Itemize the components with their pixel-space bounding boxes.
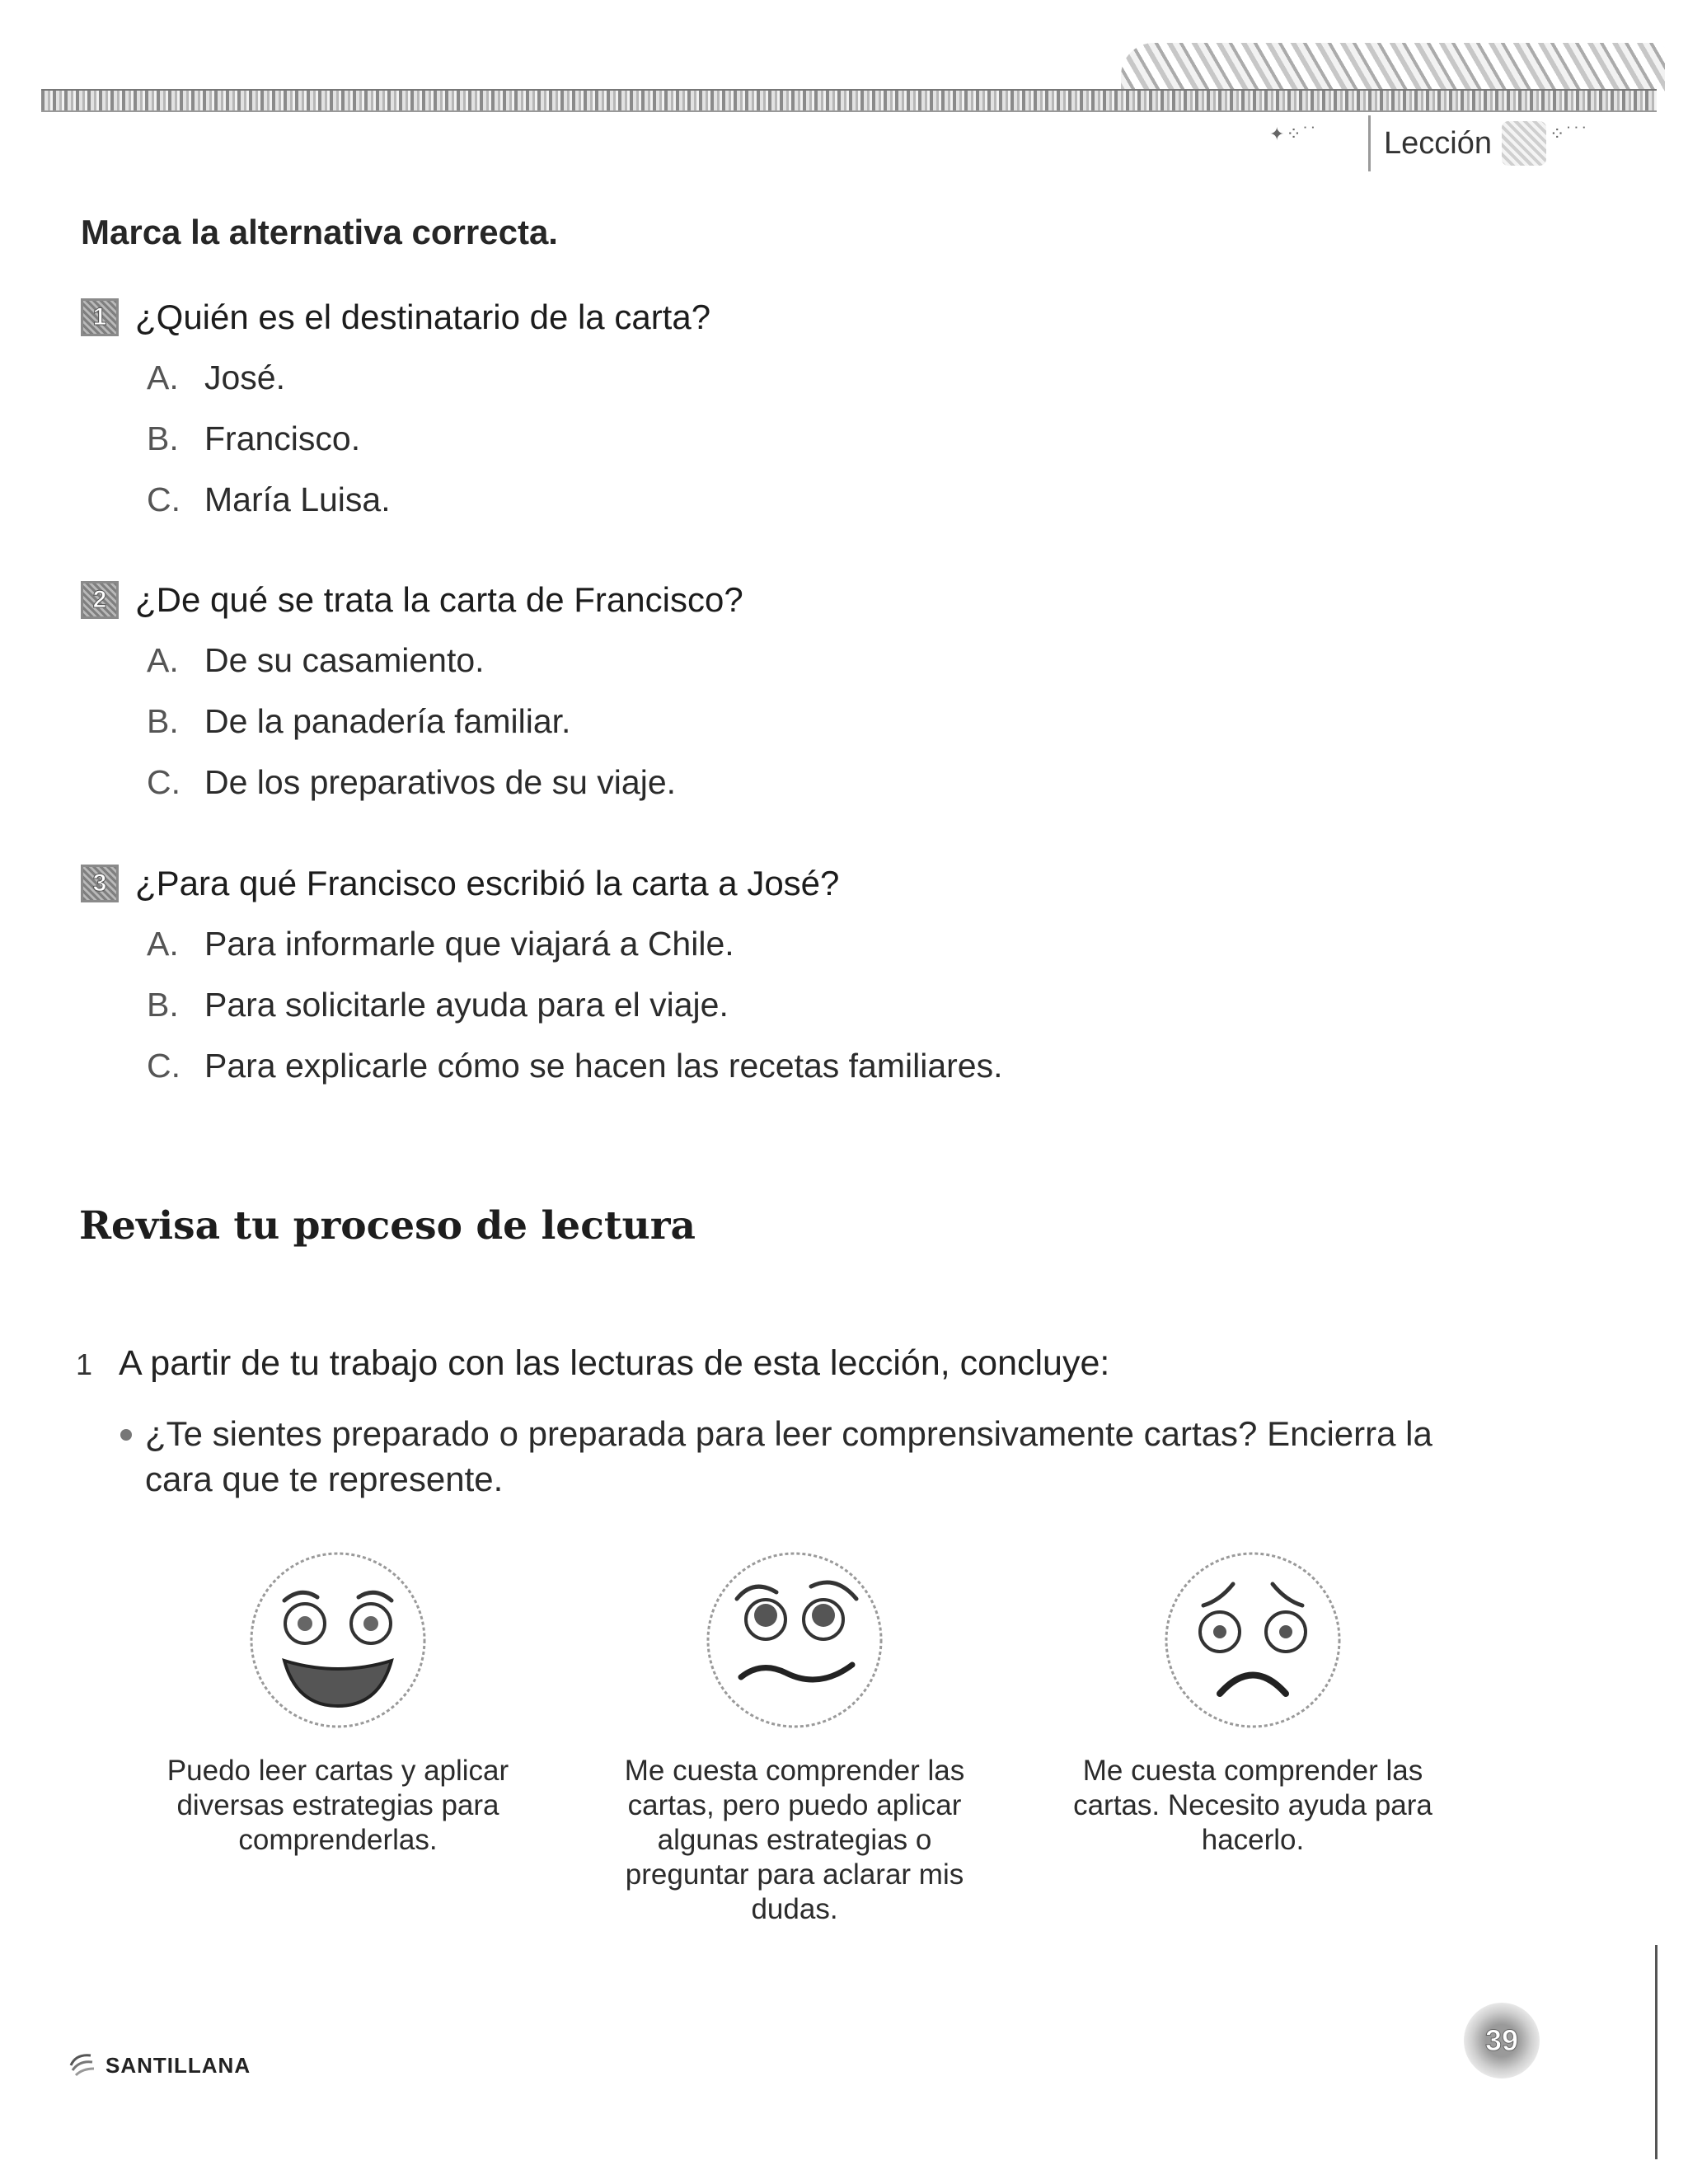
- page-number: 39: [1464, 2003, 1540, 2079]
- question-text: ¿De qué se trata la carta de Francisco?: [135, 580, 743, 619]
- item-text: A partir de tu trabajo con las lecturas de esta lección, concluye:: [119, 1343, 1110, 1383]
- option-text: Francisco.: [204, 419, 361, 457]
- lesson-number-badge: [1502, 121, 1546, 166]
- answer-option[interactable]: [147, 630, 743, 691]
- question-number-badge: 2: [81, 581, 119, 619]
- header-band: [41, 89, 1657, 112]
- option-text: Para informarle que viajará a Chile.: [204, 924, 734, 963]
- section-title: Revisa tu proceso de lectura: [79, 1203, 696, 1249]
- answer-option[interactable]: [147, 347, 710, 408]
- bullet-item: [120, 1411, 1505, 1502]
- answer-option[interactable]: [147, 752, 743, 813]
- question-2: [81, 575, 743, 813]
- lesson-tab: [1368, 115, 1556, 171]
- option-text: José.: [204, 358, 285, 396]
- question-3: [81, 859, 1003, 1096]
- face-caption: Puedo leer cartas y aplicar diversas estrategias para comprenderlas.: [166, 1755, 509, 1856]
- option-text: De la panadería familiar.: [204, 701, 571, 740]
- confused-face-icon: [696, 1541, 893, 1739]
- header-ornament: ⁘˙˙˙: [1550, 124, 1590, 144]
- option-letter: B.: [147, 985, 179, 1024]
- answer-option[interactable]: [147, 974, 1003, 1035]
- face-caption: Me cuesta comprender las cartas, pero puedo aplicar algunas estrategias o preguntar para aclarar mis dudas.: [624, 1755, 965, 1925]
- option-text: Para solicitarle ayuda para el viaje.: [204, 985, 729, 1024]
- option-letter: C.: [147, 1046, 181, 1085]
- instruction-heading: Marca la alternativa correcta.: [81, 213, 558, 251]
- option-letter: B.: [147, 701, 179, 740]
- bullet-icon: [120, 1429, 132, 1441]
- publisher-name: SANTILLANA: [106, 2052, 251, 2078]
- question-text: ¿Para qué Francisco escribió la carta a José?: [135, 864, 840, 902]
- face-option-happy[interactable]: [148, 1541, 528, 1858]
- publisher-swirl-icon: [68, 2050, 101, 2080]
- option-letter: C.: [147, 480, 181, 518]
- review-item: [76, 1343, 1109, 1384]
- answer-option[interactable]: [147, 691, 743, 752]
- question-1: [81, 293, 710, 530]
- answer-option[interactable]: [147, 408, 710, 469]
- answer-option[interactable]: [147, 913, 1003, 974]
- face-option-confused[interactable]: [605, 1541, 984, 1927]
- face-option-sad[interactable]: [1063, 1541, 1442, 1858]
- option-letter: C.: [147, 762, 181, 801]
- happy-face-icon: [239, 1541, 437, 1739]
- sad-face-icon: [1154, 1541, 1352, 1739]
- face-caption: Me cuesta comprender las cartas. Necesito ayuda para hacerlo.: [1073, 1755, 1432, 1856]
- item-number: 1: [76, 1347, 93, 1381]
- option-text: Para explicarle cómo se hacen las recetas familiares.: [204, 1046, 1003, 1085]
- bullet-text: ¿Te sientes preparado o preparada para leer comprensivamente cartas? Encierra la cara que te represente.: [145, 1414, 1432, 1498]
- option-text: María Luisa.: [204, 480, 391, 518]
- question-number-badge: 3: [81, 865, 119, 902]
- option-text: De su casamiento.: [204, 640, 485, 679]
- answer-option[interactable]: [147, 469, 710, 530]
- option-letter: A.: [147, 924, 179, 963]
- answer-option[interactable]: [147, 1035, 1003, 1096]
- option-letter: A.: [147, 358, 179, 396]
- option-letter: A.: [147, 640, 179, 679]
- header-ornament: ✦⁘˙˙: [1269, 124, 1319, 144]
- lesson-label: Lección: [1384, 125, 1492, 161]
- question-number-badge: 1: [81, 298, 119, 336]
- margin-line: [1655, 1945, 1658, 2159]
- option-text: De los preparativos de su viaje.: [204, 762, 677, 801]
- publisher-logo: [68, 2050, 251, 2080]
- header-decoration: [1121, 43, 1665, 92]
- question-text: ¿Quién es el destinatario de la carta?: [135, 298, 711, 336]
- option-letter: B.: [147, 419, 179, 457]
